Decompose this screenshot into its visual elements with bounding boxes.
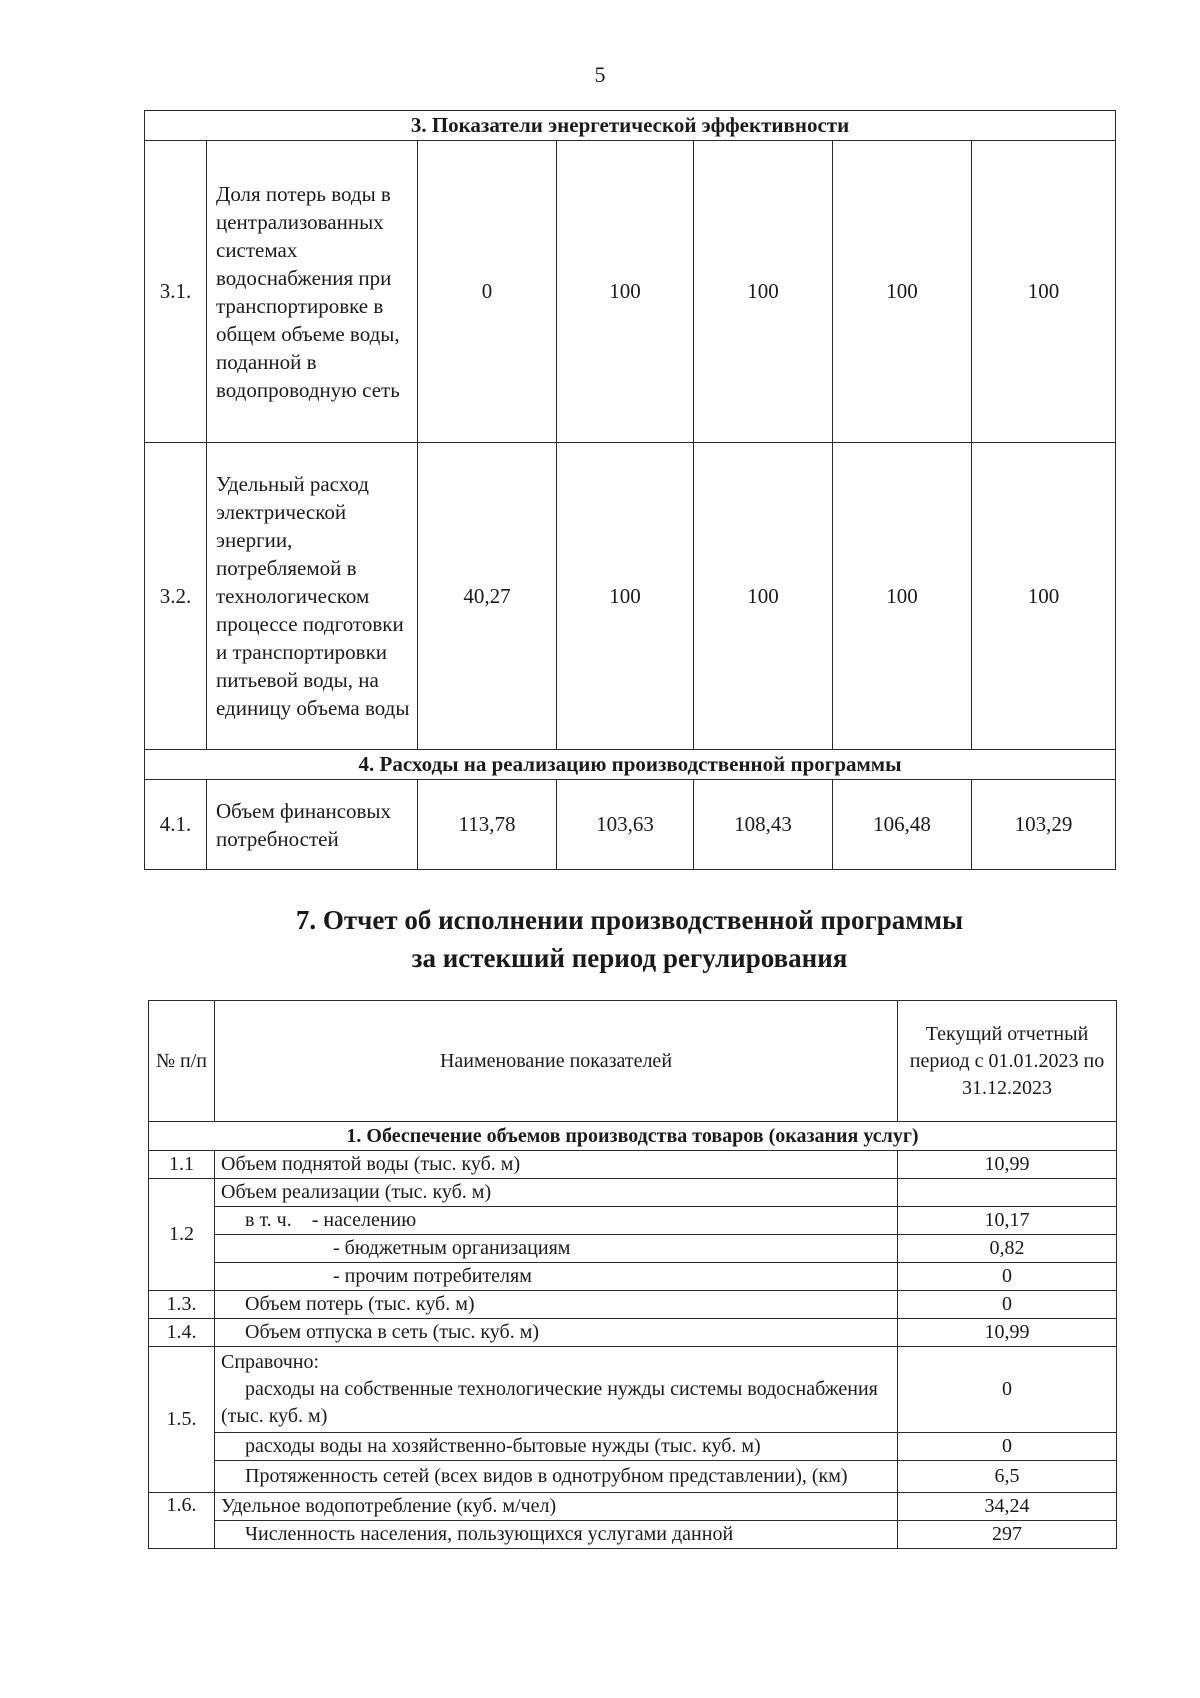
value-cell: 100 (972, 141, 1116, 443)
energy-efficiency-table (144, 110, 1116, 870)
row-number: 1.4. (149, 1319, 215, 1347)
table-row (149, 1151, 1117, 1179)
value-cell: 103,63 (557, 780, 694, 870)
value-cell: 113,78 (418, 780, 557, 870)
indicator-name: Удельный расход электрической энергии, потребляемой в технологическом процессе подготовки и транспортировки питьевой воды, на единицу объема воды (207, 443, 418, 750)
table-row (149, 1263, 1117, 1291)
table-row (149, 1433, 1117, 1461)
reference-label: Справочно: (221, 1351, 320, 1373)
value-cell: 0 (898, 1291, 1117, 1319)
header-name: Наименование показателей (215, 1001, 898, 1122)
value-cell: 0 (898, 1263, 1117, 1291)
indicator-name: - бюджетным организациям (215, 1235, 898, 1263)
section-header: 4. Расходы на реализацию производственной программы (145, 750, 1116, 780)
table-row (149, 1319, 1117, 1347)
report-heading (144, 901, 1115, 977)
value-cell: 100 (557, 443, 694, 750)
indicator-text: расходы на собственные технологические нужды системы водоснабжения (тыс. куб. м) (221, 1378, 878, 1427)
indicator-name: Доля потерь воды в централизованных системах водоснабжения при транспортировке в общем объеме воды, поданной в водопроводную сеть (207, 141, 418, 443)
value-cell: 100 (694, 443, 833, 750)
indicator-name: Удельное водопотребление (куб. м/чел) (215, 1493, 898, 1521)
value-cell: 100 (833, 443, 972, 750)
value-cell: 103,29 (972, 780, 1116, 870)
value-cell: 297 (898, 1521, 1117, 1549)
value-cell: 34,24 (898, 1493, 1117, 1521)
heading-line: 7. Отчет об исполнении производственной программы (295, 905, 964, 935)
row-number: 3.2. (145, 443, 207, 750)
table-row (149, 1521, 1117, 1549)
row-number: 1.1 (149, 1151, 215, 1179)
table-row (149, 1207, 1117, 1235)
value-cell: 0,82 (898, 1235, 1117, 1263)
indicator-name: Объем отпуска в сеть (тыс. куб. м) (215, 1319, 898, 1347)
value-cell: 0 (418, 141, 557, 443)
indicator-name: в т. ч. - населению (215, 1207, 898, 1235)
value-cell: 10,99 (898, 1151, 1117, 1179)
indicator-name: Объем потерь (тыс. куб. м) (215, 1291, 898, 1319)
section-header: 3. Показатели энергетической эффективности (145, 111, 1116, 141)
table-row (149, 1347, 1117, 1433)
value-cell: 6,5 (898, 1461, 1117, 1493)
value-cell: 10,17 (898, 1207, 1117, 1235)
page-number: 5 (594, 62, 606, 87)
row-number: 3.1. (145, 141, 207, 443)
table-row (149, 1291, 1117, 1319)
row-number: 1.2 (149, 1179, 215, 1291)
value-cell: 10,99 (898, 1319, 1117, 1347)
value-cell: 100 (833, 141, 972, 443)
indicator-name: Объем финансовых потребностей (207, 780, 418, 870)
heading-line: за истекший период регулирования (411, 943, 848, 973)
table-row (149, 1493, 1117, 1521)
value-cell: 40,27 (418, 443, 557, 750)
indicator-name: Объем реализации (тыс. куб. м) (215, 1179, 898, 1207)
value-cell: 0 (898, 1347, 1117, 1433)
value-cell: 100 (557, 141, 694, 443)
header-num: № п/п (149, 1001, 215, 1122)
header-period: Текущий отчетный период с 01.01.2023 по 31.12.2023 (898, 1001, 1117, 1122)
table-row (145, 141, 1116, 443)
value-cell: 108,43 (694, 780, 833, 870)
table-row (149, 1235, 1117, 1263)
indicator-name: Численность населения, пользующихся услугами данной (215, 1521, 898, 1549)
table-header-row (149, 1001, 1117, 1122)
value-cell: 100 (694, 141, 833, 443)
row-number: 1.5. (149, 1347, 215, 1493)
value-cell: 0 (898, 1433, 1117, 1461)
indicator-name (215, 1347, 898, 1433)
table-row (145, 443, 1116, 750)
value-cell (898, 1179, 1117, 1207)
section-header: 1. Обеспечение объемов производства товаров (оказания услуг) (149, 1122, 1117, 1151)
indicator-name: - прочим потребителям (215, 1263, 898, 1291)
row-number: 1.3. (149, 1291, 215, 1319)
program-report-table (148, 1000, 1117, 1549)
value-cell: 100 (972, 443, 1116, 750)
indicator-name: расходы воды на хозяйственно-бытовые нужды (тыс. куб. м) (215, 1433, 898, 1461)
row-number: 1.6. (149, 1493, 215, 1549)
table-row (145, 780, 1116, 870)
row-number: 4.1. (145, 780, 207, 870)
table-row (149, 1179, 1117, 1207)
value-cell: 106,48 (833, 780, 972, 870)
table-row (149, 1461, 1117, 1493)
indicator-name: Протяженность сетей (всех видов в однотрубном представлении), (км) (215, 1461, 898, 1493)
indicator-name: Объем поднятой воды (тыс. куб. м) (215, 1151, 898, 1179)
